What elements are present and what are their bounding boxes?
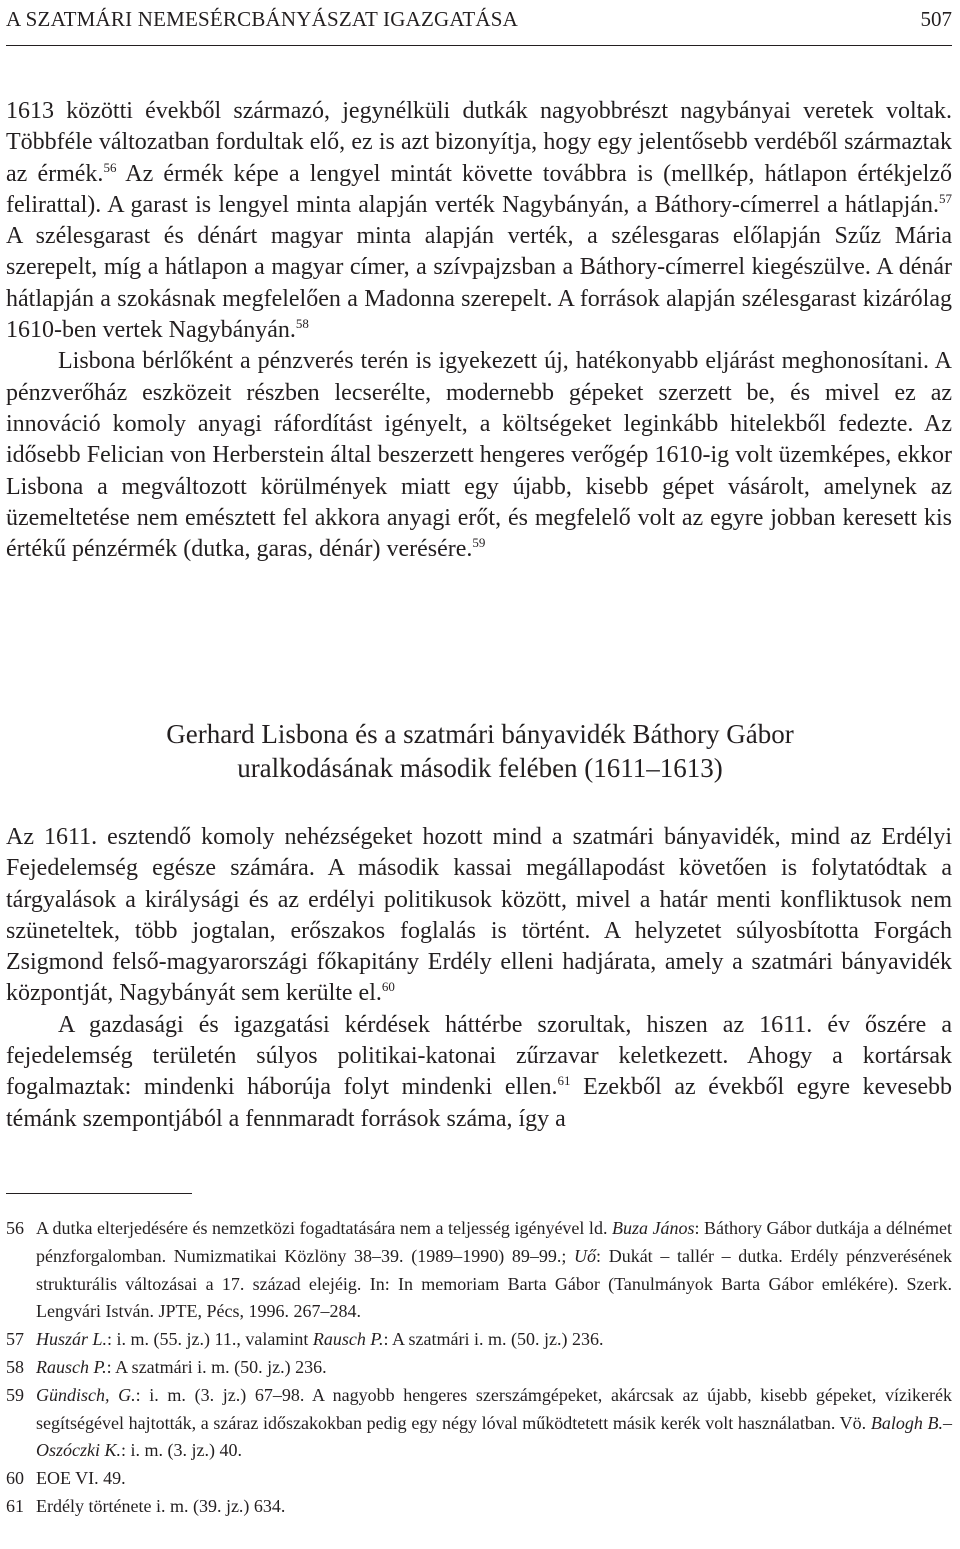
footnote-text: Gündisch, G.: i. m. (3. jz.) 67–98. A nagyobb hengeres szerszámgépeket, akárcsak az újabb, kisebb gépeket, vízikerék segítségével hajtották, a száraz időszakokban pedig egy négy lóval működtetett másik kerék volt használatban. Vö. Balogh B.–Oszóczki K.: i. m. (3. jz.) 40. bbox=[36, 1384, 952, 1461]
footnote bbox=[6, 1215, 952, 1326]
footnote-number: 59 bbox=[6, 1384, 24, 1405]
running-header bbox=[6, 2, 952, 38]
running-title: A SZATMÁRI NEMESÉRCBÁNYÁSZAT IGAZGATÁSA bbox=[6, 7, 519, 31]
footnote-text: A dutka elterjedésére és nemzetközi fogadtatására nem a teljesség igényével ld. Buza János: Báthory Gábor dutkája a délnémet pénzforgalomban. Numizmatikai Közlöny 38–39. (1989–1990) 89–99.; Uő: Dukát – tallér – dutka. Erdély pénzverésének strukturális változásai a 17. század elejéig. In: In memoriam Barta Gábor (Tanulmányok Barta Gábor emlékére). Szerk. Lengvári István. JPTE, Pécs, 1996. 267–284. bbox=[36, 1218, 953, 1322]
footnote-number: 61 bbox=[6, 1495, 24, 1516]
footnote bbox=[6, 1493, 952, 1521]
footnote-number: 56 bbox=[6, 1218, 24, 1238]
footnote bbox=[6, 1382, 952, 1465]
footnote-number: 57 bbox=[6, 1329, 24, 1350]
main-text bbox=[6, 96, 952, 565]
paragraph: Az 1611. esztendő komoly nehézségeket hozott mind a szatmári bányavidék, mind az Erdélyi Fejedelemség egésze számára. A második kassai megállapodást követően is folytatódtak a tárgyalások a királysági és az erdélyi politikusok között, mivel a határ menti konfliktusok nem szüneteltek, több jogtalan, erőszakos foglalás is történt. A helyzetet súlyosbította Forgách Zsigmond felső-magyarországi főkapitány Erdély elleni hadjárata, amely a szatmári bányavidék központját, Nagybányát sem kerülte el.$^{60}$ bbox=[6, 824, 952, 1007]
footnote-text: Rausch P.: A szatmári i. m. (50. jz.) 236. bbox=[36, 1356, 327, 1377]
footnote-number: 60 bbox=[6, 1468, 24, 1489]
footnote-ref[interactable]: 61 bbox=[557, 1073, 571, 1089]
footnote-text: Huszár L.: i. m. (55. jz.) 11., valamint Rausch P.: A szatmári i. m. (50. jz.) 236. bbox=[36, 1329, 604, 1350]
section-text bbox=[6, 822, 952, 1135]
paragraph: 1613 közötti évekből származó, jegynélküli dutkák nagyobbrészt nagybányai veretek voltak. Többféle változatban fordultak elő, ez is azt bizonyítja, hogy egy jelentősebb verdéből származtak az érmék.$^{56}$ Az érmék képe a lengyel mintát követte továbbra is (mellkép, hátlapon értékjelző felirattal). A garast is lengyel minta alapján verték Nagybányán, a Báthory-címerrel a hátlapján.$^{57}$ A szélesgarast és dénárt magyar minta alapján verték, a szélesgaras előlapján Szűz Mária szerepelt, míg a hátlapon a magyar címer, a szívpajzsban a Báthory-címerrel kiegészülve. A dénár hátlapján a szokásnak megfelelően a Madonna szerepelt. A források alapján szélesgarast kizárólag 1610-ben vertek Nagybányán.$^{58}$ bbox=[6, 98, 952, 344]
footnote-text: EOE VI. 49. bbox=[36, 1468, 126, 1489]
footnote-ref[interactable]: 60 bbox=[381, 979, 395, 995]
section-heading: Gerhard Lisbona és a szatmári bányavidék Báthory Gábor uralkodásának második felében (1611–1613) bbox=[166, 719, 794, 783]
header-rule bbox=[6, 45, 952, 46]
footnote bbox=[6, 1354, 952, 1382]
footnote bbox=[6, 1326, 952, 1354]
footnote-text: Erdély története i. m. (39. jz.) 634. bbox=[36, 1495, 286, 1516]
footnote-number: 58 bbox=[6, 1356, 24, 1377]
paragraph: A gazdasági és igazgatási kérdések háttérbe szorultak, hiszen az 1611. év őszére a fejedelemség területén súlyos politikai-katonai zűrzavar keletkezett. Ahogy a kortársak fogalmaztak: mindenki háborúja folyt mindenki ellen.$^{61}$ Ezekből az évekből egyre kevesebb témánk szempontjából a fennmaradt források száma, így a bbox=[6, 1011, 952, 1132]
footnote bbox=[6, 1465, 952, 1493]
footnote-ref[interactable]: 59 bbox=[472, 535, 486, 551]
footnote-ref[interactable]: 58 bbox=[295, 316, 309, 332]
paragraph: Lisbona bérlőként a pénzverés terén is igyekezett új, hatékonyabb eljárást meghonosítani. A pénzverőház eszközeit részben lecserélte, modernebb gépeket szerzett be, és mivel ez az innováció komoly anyagi ráfordítást igényelt, a költségeket leginkább hitelekből fedezte. Az idősebb Felician von Herberstein által beszerzett hengeres verőgép 1610-ig volt üzemképes, ekkor Lisbona a megváltozott körülmények miatt egy újabb, kisebb gépet vásárolt, amelynek az üzemeltetése nem emésztett fel akkora anyagi erőt, és megfelelő volt az egyre jobban keresett kis értékű pénzérmék (dutka, garas, dénár) verésére.$^{59}$ bbox=[6, 348, 952, 563]
footnote-ref[interactable]: 57 bbox=[939, 190, 952, 206]
page-number: 507 bbox=[920, 7, 952, 31]
footnotes bbox=[6, 1215, 952, 1521]
footnote-rule bbox=[6, 1193, 192, 1194]
footnote-ref[interactable]: 56 bbox=[103, 159, 117, 175]
